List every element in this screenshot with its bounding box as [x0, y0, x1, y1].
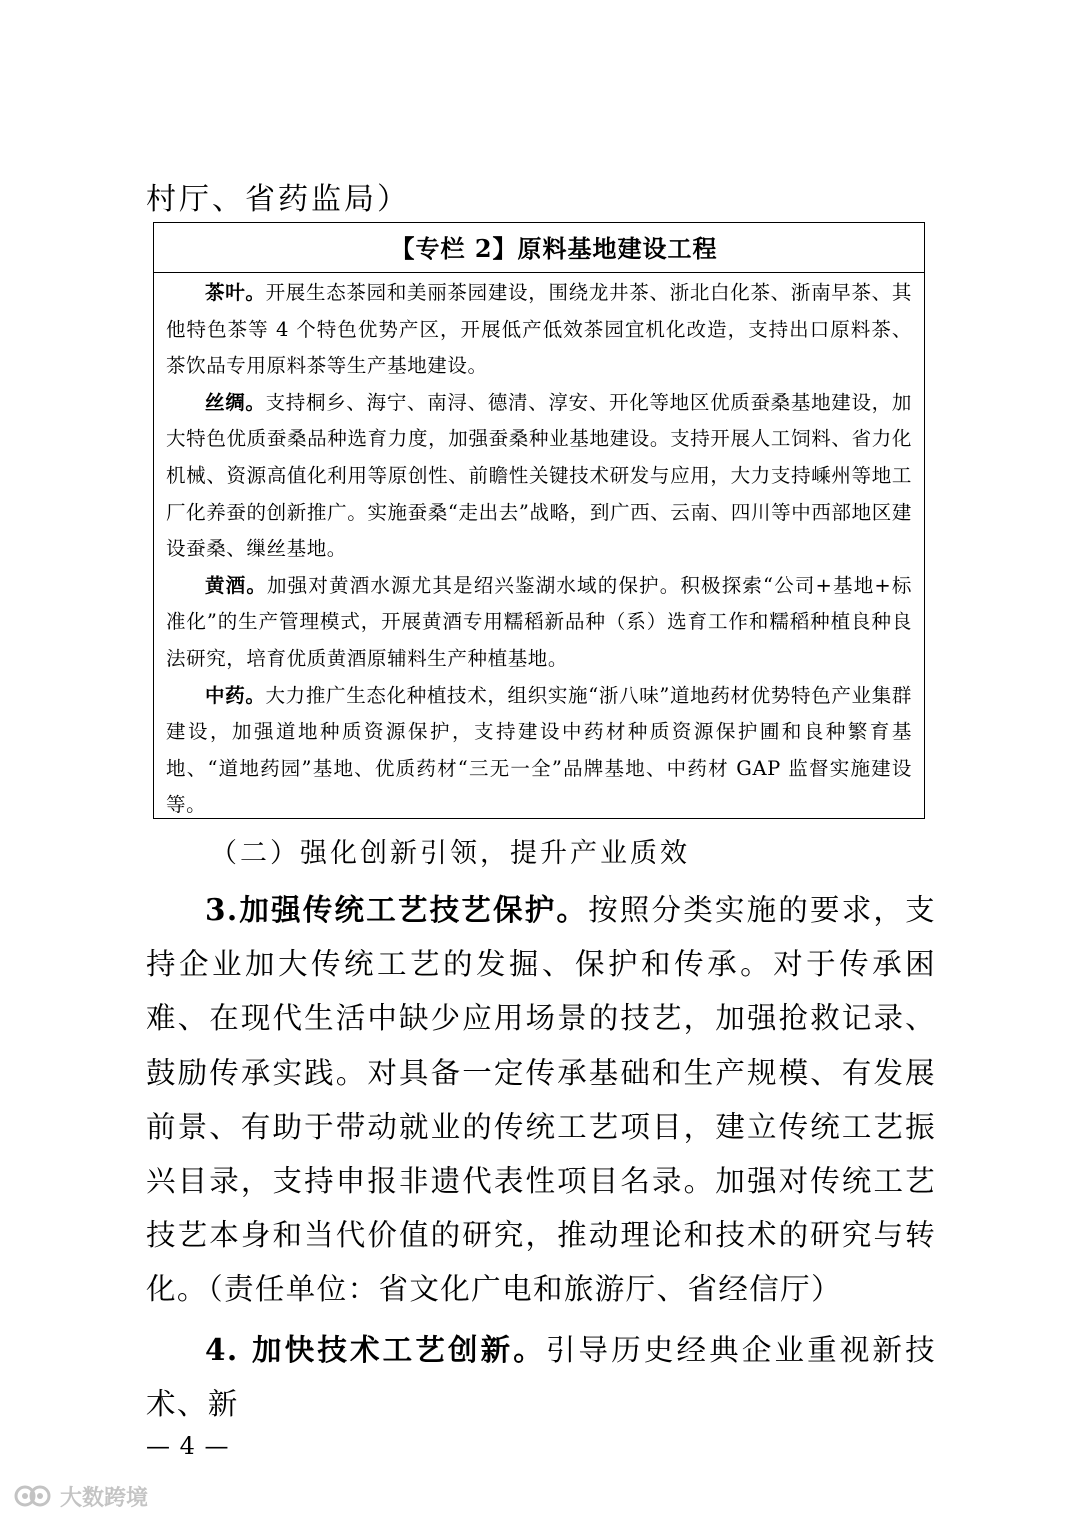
main-body [146, 883, 936, 1431]
paragraph-lead: 3.加强传统工艺技艺保护。 [205, 892, 589, 927]
box-item-text: 支持桐乡、海宁、南浔、德清、淳安、开化等地区优质蚕桑基地建设，加大特色优质蚕桑品种选育力度，加强蚕桑种业基地建设。支持开展人工饲料、省力化机械、资源高值化利用等原创性、前瞻性关键技术研发与应用，大力支持嵊州等地工厂化养蚕的创新推广。实施蚕桑“走出去”战略，到广西、云南、四川等中西部地区建设蚕桑、缫丝基地。 [166, 390, 912, 561]
sidebar-box [153, 222, 925, 819]
box-item-text: 加强对黄酒水源尤其是绍兴鉴湖水域的保护。积极探索“公司+基地+标准化”的生产管理模式，开展黄酒专用糯稻新品种（系）选育工作和糯稻种植良种良法研究，培育优质黄酒原辅料生产种植基地。 [166, 573, 912, 670]
box-body [154, 273, 924, 824]
carryover-text: 村厅、省药监局） [146, 182, 410, 217]
box-item-label: 中药。 [205, 683, 266, 707]
box-item-label: 茶叶。 [205, 281, 266, 304]
watermark-text: 大数跨境 [60, 1485, 149, 1511]
box-title: 【专栏 2】原料基地建设工程 [154, 223, 924, 273]
box-item-label: 丝绸。 [205, 390, 266, 414]
box-item [166, 678, 912, 824]
section-subheading: （二）强化创新引领，提升产业质效 [210, 838, 690, 869]
paragraph-text: 引导历史经典企业重视新技术、新 [146, 1332, 936, 1421]
box-item [166, 275, 912, 385]
paragraph-text: 按照分类实施的要求，支持企业加大传统工艺的发掘、保护和传承。对于传承困难、在现代生活中缺少应用场景的技艺，加强抢救记录、鼓励传承实践。对具备一定传承基础和生产规模、有发展前景、有助于带动就业的传统工艺项目，建立传统工艺振兴目录，支持申报非遗代表性项目名录。加强对传统工艺技艺本身和当代价值的研究，推动理论和技术的研究与转化。 [146, 893, 936, 1307]
responsible-units: （责任单位：省文化广电和旅游厅、省经信厅） [207, 1272, 842, 1307]
watermark [14, 1478, 148, 1514]
box-item [166, 385, 912, 568]
box-item-label: 黄酒。 [205, 573, 268, 597]
box-item [166, 568, 912, 678]
watermark-logo-icon [14, 1481, 54, 1511]
box-item-text: 大力推广生态化种植技术，组织实施“浙八味”道地药材优势特色产业集群建设，加强道地种质资源保护，支持建设中药材种质资源保护圃和良种繁育基地、“道地药园”基地、优质药材“三无一全”品牌基地、中药材 GAP 监督实施建设等。 [166, 683, 912, 817]
paragraph-lead: 4. 加快技术工艺创新。 [205, 1331, 546, 1367]
page-number: — 4 — [146, 1432, 230, 1460]
body-paragraph [146, 883, 936, 1317]
box-item-text: 开展生态茶园和美丽茶园建设，围绕龙井茶、浙北白化茶、浙南早茶、其他特色茶等 4 个特色优势产区，开展低产低效茶园宜机化改造，支持出口原料茶、茶饮品专用原料茶等生产基地建设。 [166, 281, 912, 378]
body-paragraph [146, 1323, 936, 1431]
